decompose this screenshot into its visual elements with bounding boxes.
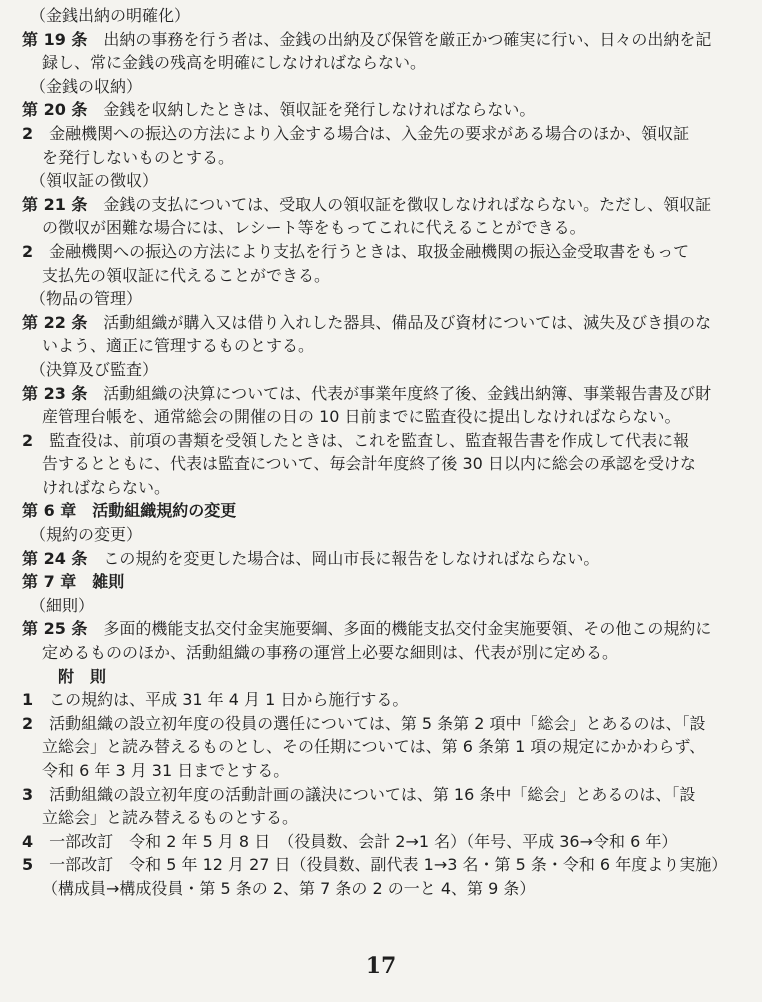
heading-line bbox=[0, 287, 762, 311]
cont-line bbox=[0, 452, 762, 476]
line-text: （構成員→構成役員・第 5 条の 2、第 7 条の 2 の一と 4、第 9 条） bbox=[42, 878, 536, 898]
heading-line bbox=[0, 594, 762, 618]
para-line bbox=[0, 830, 762, 854]
paragraph-number: 2 bbox=[22, 241, 34, 261]
heading-line bbox=[0, 523, 762, 547]
cont-line bbox=[0, 405, 762, 429]
line-text: 録し、常に金銭の残高を明確にしなければならない。 bbox=[42, 53, 427, 73]
line-text: （決算及び監査） bbox=[30, 359, 159, 379]
cont-line bbox=[0, 51, 762, 75]
line-text: 第 6 章 活動組織規約の変更 bbox=[22, 501, 237, 521]
paragraph-number: 3 bbox=[22, 784, 34, 804]
cont-line bbox=[0, 759, 762, 783]
line-text: 金融機関への振込の方法により入金する場合は、入金先の要求がある場合のほか、領収証 bbox=[33, 123, 690, 143]
line-text: 金融機関への振込の方法により支払を行うときは、取扱金融機関の振込金受取書をもって bbox=[33, 241, 690, 261]
article-number: 第 19 条 bbox=[22, 29, 88, 49]
paragraph-number: 2 bbox=[22, 713, 34, 733]
article-number: 第 23 条 bbox=[22, 383, 88, 403]
para-line bbox=[0, 429, 762, 453]
para-line bbox=[0, 712, 762, 736]
line-text: （細則） bbox=[30, 595, 95, 615]
article-number: 第 22 条 bbox=[22, 312, 88, 332]
line-text: 活動組織が購入又は借り入れした器具、備品及び資材については、滅失及びき損のな bbox=[87, 312, 712, 332]
line-text: 第 7 章 雑則 bbox=[22, 572, 125, 592]
line-text: （領収証の徴収） bbox=[30, 171, 159, 191]
article-line bbox=[0, 382, 762, 406]
line-text: 支払先の領収証に代えることができる。 bbox=[42, 265, 331, 285]
line-text: （金銭の収納） bbox=[30, 76, 143, 96]
article-line bbox=[0, 547, 762, 571]
article-number: 第 25 条 bbox=[22, 619, 88, 639]
article-number: 第 21 条 bbox=[22, 194, 88, 214]
line-text: 一部改訂 令和 2 年 5 月 8 日 （役員数、会計 2→1 名）（年号、平成 36→令和 6 年） bbox=[33, 831, 678, 851]
cont-line bbox=[0, 735, 762, 759]
article-number: 第 24 条 bbox=[22, 548, 88, 568]
article-line bbox=[0, 98, 762, 122]
line-text: 一部改訂 令和 5 年 12 月 27 日（役員数、副代表 1→3 名・第 5 条・令和 6 年度より実施） bbox=[33, 855, 728, 875]
cont-line bbox=[0, 641, 762, 665]
line-text: 出納の事務を行う者は、金銭の出納及び保管を厳正かつ確実に行い、日々の出納を記 bbox=[87, 29, 712, 49]
line-text: 附 則 bbox=[58, 666, 107, 686]
cont-line bbox=[0, 216, 762, 240]
line-text: 活動組織の設立初年度の活動計画の議決については、第 16 条中「総会」とあるのは、「設 bbox=[33, 784, 696, 804]
line-text: いよう、適正に管理するものとする。 bbox=[42, 336, 315, 356]
para-line bbox=[0, 122, 762, 146]
cont-line bbox=[0, 877, 762, 901]
line-text: この規約を変更した場合は、岡山市長に報告をしなければならない。 bbox=[87, 548, 600, 568]
line-text: 令和 6 年 3 月 31 日までとする。 bbox=[42, 761, 290, 780]
line-text: （規約の変更） bbox=[30, 525, 143, 545]
article-number: 第 20 条 bbox=[22, 100, 88, 120]
article-line bbox=[0, 193, 762, 217]
cont-line bbox=[0, 806, 762, 830]
cont-line bbox=[0, 146, 762, 170]
paragraph-number: 2 bbox=[22, 123, 34, 143]
para-line bbox=[0, 853, 762, 877]
paragraph-number: 4 bbox=[22, 831, 34, 851]
line-text: 金銭を収納したときは、領収証を発行しなければならない。 bbox=[87, 100, 536, 120]
line-text: 多面的機能支払交付金実施要綱、多面的機能支払交付金実施要領、その他この規約に bbox=[87, 619, 712, 639]
paragraph-number: 1 bbox=[22, 690, 34, 710]
line-text: を発行しないものとする。 bbox=[42, 147, 235, 167]
cont-line bbox=[0, 334, 762, 358]
page-number: 17 bbox=[365, 953, 397, 979]
heading-line bbox=[0, 358, 762, 382]
line-text: （物品の管理） bbox=[30, 289, 143, 309]
heading-line bbox=[0, 169, 762, 193]
line-text: 立総会」と読み替えるものとする。 bbox=[42, 808, 299, 828]
suppl-title-line bbox=[0, 665, 762, 689]
line-text: 活動組織の設立初年度の役員の選任については、第 5 条第 2 項中「総会」とあるのは、「設 bbox=[33, 713, 706, 733]
heading-line bbox=[0, 4, 762, 28]
heading-line bbox=[0, 75, 762, 99]
line-text: 産管理台帳を、通常総会の開催の日の 10 日前までに監査役に提出しなければならない。 bbox=[42, 407, 681, 427]
paragraph-number: 5 bbox=[22, 855, 34, 875]
chapter-line bbox=[0, 499, 762, 523]
para-line bbox=[0, 688, 762, 712]
line-text: 告するとともに、代表は監査について、毎会計年度終了後 30 日以内に総会の承認を受けな bbox=[42, 454, 696, 474]
line-text: ければならない。 bbox=[42, 477, 171, 497]
line-text: 監査役は、前項の書類を受領したときは、これを監査し、監査報告書を作成して代表に報 bbox=[33, 430, 690, 450]
cont-line bbox=[0, 476, 762, 500]
line-text: この規約は、平成 31 年 4 月 1 日から施行する。 bbox=[33, 690, 409, 710]
line-text: 立総会」と読み替えるものとし、その任期については、第 6 条第 1 項の規定にかかわらず、 bbox=[42, 737, 706, 757]
para-line bbox=[0, 240, 762, 264]
article-line bbox=[0, 617, 762, 641]
paragraph-number: 2 bbox=[22, 430, 34, 450]
document-body bbox=[0, 4, 762, 901]
line-text: 定めるもののほか、活動組織の事務の運営上必要な細則は、代表が別に定める。 bbox=[42, 643, 619, 663]
line-text: （金銭出納の明確化） bbox=[30, 6, 191, 25]
para-line bbox=[0, 783, 762, 807]
line-text: 金銭の支払については、受取人の領収証を徴収しなければならない。ただし、領収証 bbox=[87, 194, 712, 214]
line-text: 活動組織の決算については、代表が事業年度終了後、金銭出納簿、事業報告書及び財 bbox=[87, 383, 712, 403]
line-text: の徴収が困難な場合には、レシート等をもってこれに代えることができる。 bbox=[42, 218, 586, 238]
cont-line bbox=[0, 264, 762, 288]
chapter-line bbox=[0, 570, 762, 594]
article-line bbox=[0, 311, 762, 335]
article-line bbox=[0, 28, 762, 52]
